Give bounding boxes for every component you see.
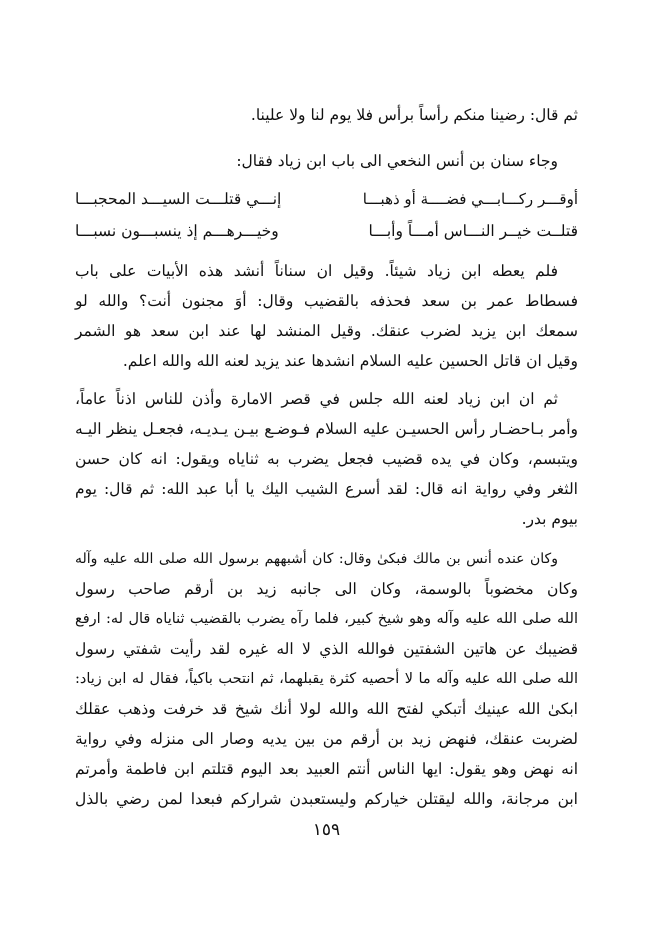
text-line: فسطاط عمر بن سعد فحذفه بالقضيب وقال: أوَ مجنون أنت؟ والله لو xyxy=(75,292,578,310)
verse-second-hemistich: وخيـــرهـــم إذ ينسبـــون نسبـــا xyxy=(75,222,279,240)
text-line: وكان مخضوباً بالوسمة، وكان الى جانبه زيد بن أرقم صاحب رسول xyxy=(75,580,578,598)
text-line: سمعك ابن يزيد لضرب عنقك. وقيل المنشد لها عند ابن سعد هو الشمر xyxy=(75,322,578,340)
text-line: وكان عنده أنس بن مالك فبكىٰ وقال: كان أشبههم برسول الله صلى الله عليه وآله xyxy=(75,551,558,567)
text-line: فلم يعطه ابن زياد شيئاً. وقيل ان سناناً أنشد هذه الأبيات على باب xyxy=(75,262,558,280)
text-line: بيوم بدر. xyxy=(521,510,578,528)
text-line: وقيل ان قاتل الحسين عليه السلام انشدها عند يزيد لعنه الله والله اعلم. xyxy=(122,352,578,370)
text-line: الثغر وفي رواية انه قال: لقد أسرع الشيب اليك يا أبا عبد الله: ثم قال: يوم xyxy=(75,480,578,498)
text-line: ثم ان ابن زياد لعنه الله جلس في قصر الامارة وأذن للناس اذناً عاماً، xyxy=(75,390,558,408)
text-line: وجاء سنان بن أنس النخعي الى باب ابن زياد فقال: xyxy=(236,152,558,170)
text-line: لضربت عنقك، فنهض زيد بن أرقم من بين يديه وصار الى منزله وفي رواية xyxy=(75,730,578,748)
page-number: ١٥٩ xyxy=(312,820,341,840)
verse-row xyxy=(75,216,578,246)
verse-second-hemistich: إنـــي قتلـــت السيـــد المحجبـــا xyxy=(75,190,282,208)
text-line: ابن مرجانة، والله ليقتلن خياركم وليستعبدن شراركم فبعدا لمن رضي بالذل xyxy=(75,790,578,808)
text-line: ثم قال: رضينا منكم رأساً برأس فلا يوم لنا ولا علينا. xyxy=(250,106,578,124)
text-line: وأمر بـاحضـار رأس الحسيـن عليه السلام فـوضـع بيـن يـديـه، فجعـل ينظر اليـه xyxy=(75,420,578,438)
text-line: انه نهض وهو يقول: ايها الناس أنتم العبيد بعد اليوم قتلتم ابن فاطمة وأمرتم xyxy=(75,760,578,778)
text-line: الله صلى الله عليه وآله ما لا أحصيه كثرة يقبلهما، ثم انتحب باكياً، فقال له ابن زياد: xyxy=(75,671,578,687)
verse-first-hemistich: قتلــت خيــر النـــاس أمـــاً وأبـــا xyxy=(368,222,578,240)
text-line: الله صلى الله عليه وآله وهو شيخ كبير، فلما رآه يضرب بالقضيب ثناياه قال له: ارفع xyxy=(75,611,578,627)
text-line: قضيبك عن هاتين الشفتين فوالله الذي لا اله غيره لقد رأيت شفتي رسول xyxy=(75,640,578,658)
verse-row xyxy=(75,184,578,214)
text-line: ويتبسم، وكان في يده قضيب فجعل يضرب به ثناياه ويقول: انه كان حسن xyxy=(75,450,578,468)
text-line: ابكىٰ الله عينيك أتبكي لفتح الله والله لولا أنك شيخ قد خرفت وذهب عقلك xyxy=(75,700,578,718)
verse-first-hemistich: أوقـــر ركـــابـــي فضــــة أو ذهبـــا xyxy=(362,190,578,208)
